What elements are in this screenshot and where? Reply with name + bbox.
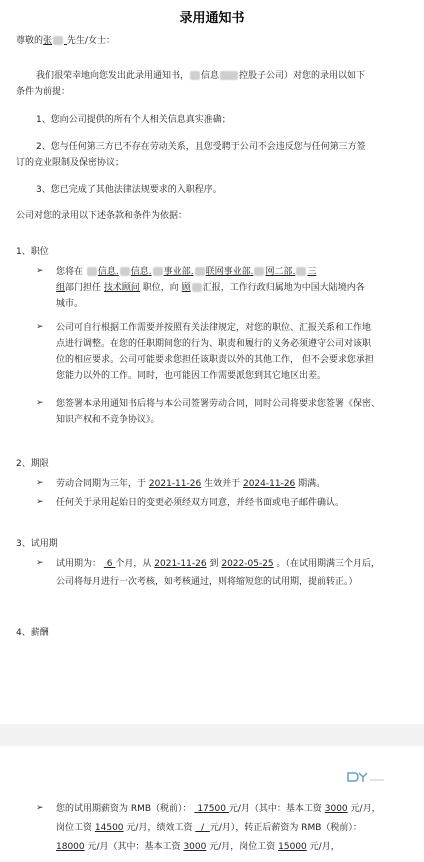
condition-1: 1、您向公司提供的所有个人相关信息真实准确； [36, 115, 231, 125]
term-bullet-1: 劳动合同期为三年，于 2021-11-26 生效并于 2024-11-26 期满。 [56, 479, 326, 489]
position-bullet-1-line-1: 您将在 信息. 信息. 事业部. 联网事业部. 网二部. 三 [56, 267, 317, 277]
probation-line-1: 试用期为： 6 个月，从 2021-11-26 到 2022-05-25 。（在试用期满三个月后， [56, 559, 381, 569]
redaction [296, 267, 306, 276]
position-bullet-1-line-2: 组部门担任 技术顾问 职位，向 顾 汇报，工作行政归属地为中国大陆境内各 [56, 283, 365, 293]
redaction [87, 267, 97, 276]
company-logo-icon [346, 770, 386, 784]
greeting-suffix: 先生/女士： [66, 36, 115, 46]
bullet-arrow-icon: ➢ [36, 266, 44, 276]
section-position-heading: 1、职位 [16, 247, 49, 257]
document-title: 录用通知书 [179, 11, 245, 26]
redaction [53, 36, 63, 45]
salary-line-2: 岗位工资 14500 元/月，绩效工资 / 元/月），转正后薪资为 RMB（税前）： [56, 823, 362, 833]
redaction [254, 267, 264, 276]
position-bullet-2-line-3: 位的相应要求。公司可能要求您担任该职责以外的其他工作， 但不会要求您承担 [56, 355, 374, 365]
intro-line-2: 条件为前提： [16, 87, 71, 97]
salary-line-3: 18000 元/月（其中：基本工资 3000 元/月，岗位工资 15000 元/月， [56, 842, 340, 852]
probation-line-2: 公司将每月进行一次考核，如考核通过，则将缩短您的试用期，提前转正。） [56, 577, 358, 587]
greeting-line [16, 35, 414, 48]
condition-2b: 订的竞业限制及保密协议； [16, 158, 125, 168]
condition-2a: 2、您与任何第三方已不存在劳动关系，且您受聘于公司不会违反您与任何第三方签 [36, 142, 366, 152]
redaction [153, 267, 163, 276]
candidate-name: 张 [43, 36, 67, 46]
bullet-arrow-icon: ➢ [36, 398, 44, 408]
position-bullet-2-line-1: 公司可自行根据工作需要并按照有关法律规定，对您的职位、汇报关系和工作地 [56, 323, 372, 333]
position-bullet-2-line-2: 点进行调整。在您的任职期间您的行为、职责和履行的义务必须遵守公司对该职 [56, 339, 372, 349]
greeting-prefix: 尊敬的 [16, 36, 44, 46]
position-bullet-3-line-1: 您签署本录用通知书后将与本公司签署劳动合同，同时公司将要求您签署《保密、 [56, 399, 381, 409]
salary-line-1: 您的试用期薪资为 RMB（税前）： 17500 元/月（其中：基本工资 3000 元/月， [56, 804, 381, 814]
terms-intro: 公司对您的录用以下述条款和条件为依据： [16, 211, 188, 221]
bullet-arrow-icon: ➢ [36, 803, 44, 813]
bullet-arrow-icon: ➢ [36, 558, 44, 568]
section-term-heading: 2、期限 [16, 459, 49, 469]
term-bullet-2: 任何关于录用起始日的变更必须经双方同意，并经书面或电子邮件确认。 [56, 498, 345, 508]
position-bullet-2-line-4: 您能力以外的工作。同时，也可能因工作需要派您到其它地区出差。 [56, 371, 327, 381]
redaction [192, 283, 202, 292]
position-bullet-1-line-3: 城市。 [56, 299, 84, 309]
redaction [120, 267, 130, 276]
redaction [190, 71, 200, 80]
condition-3: 3、您已完成了其他法律法规要求的入职程序。 [36, 185, 222, 195]
bullet-arrow-icon: ➢ [36, 497, 44, 507]
section-probation-heading: 3、试用期 [16, 539, 58, 549]
section-salary-heading: 4、薪酬 [16, 628, 49, 638]
page-break [0, 724, 424, 746]
position-bullet-3-line-2: 知识产权和不竞争协议》。 [56, 415, 160, 425]
redaction [220, 71, 238, 80]
bullet-arrow-icon: ➢ [36, 478, 44, 488]
redaction [195, 267, 205, 276]
intro-line-1: 我们很荣幸地向您发出此录用通知书， 信息 控股子公司）对您的录用以如下 [36, 71, 366, 81]
bullet-arrow-icon: ➢ [36, 322, 44, 332]
